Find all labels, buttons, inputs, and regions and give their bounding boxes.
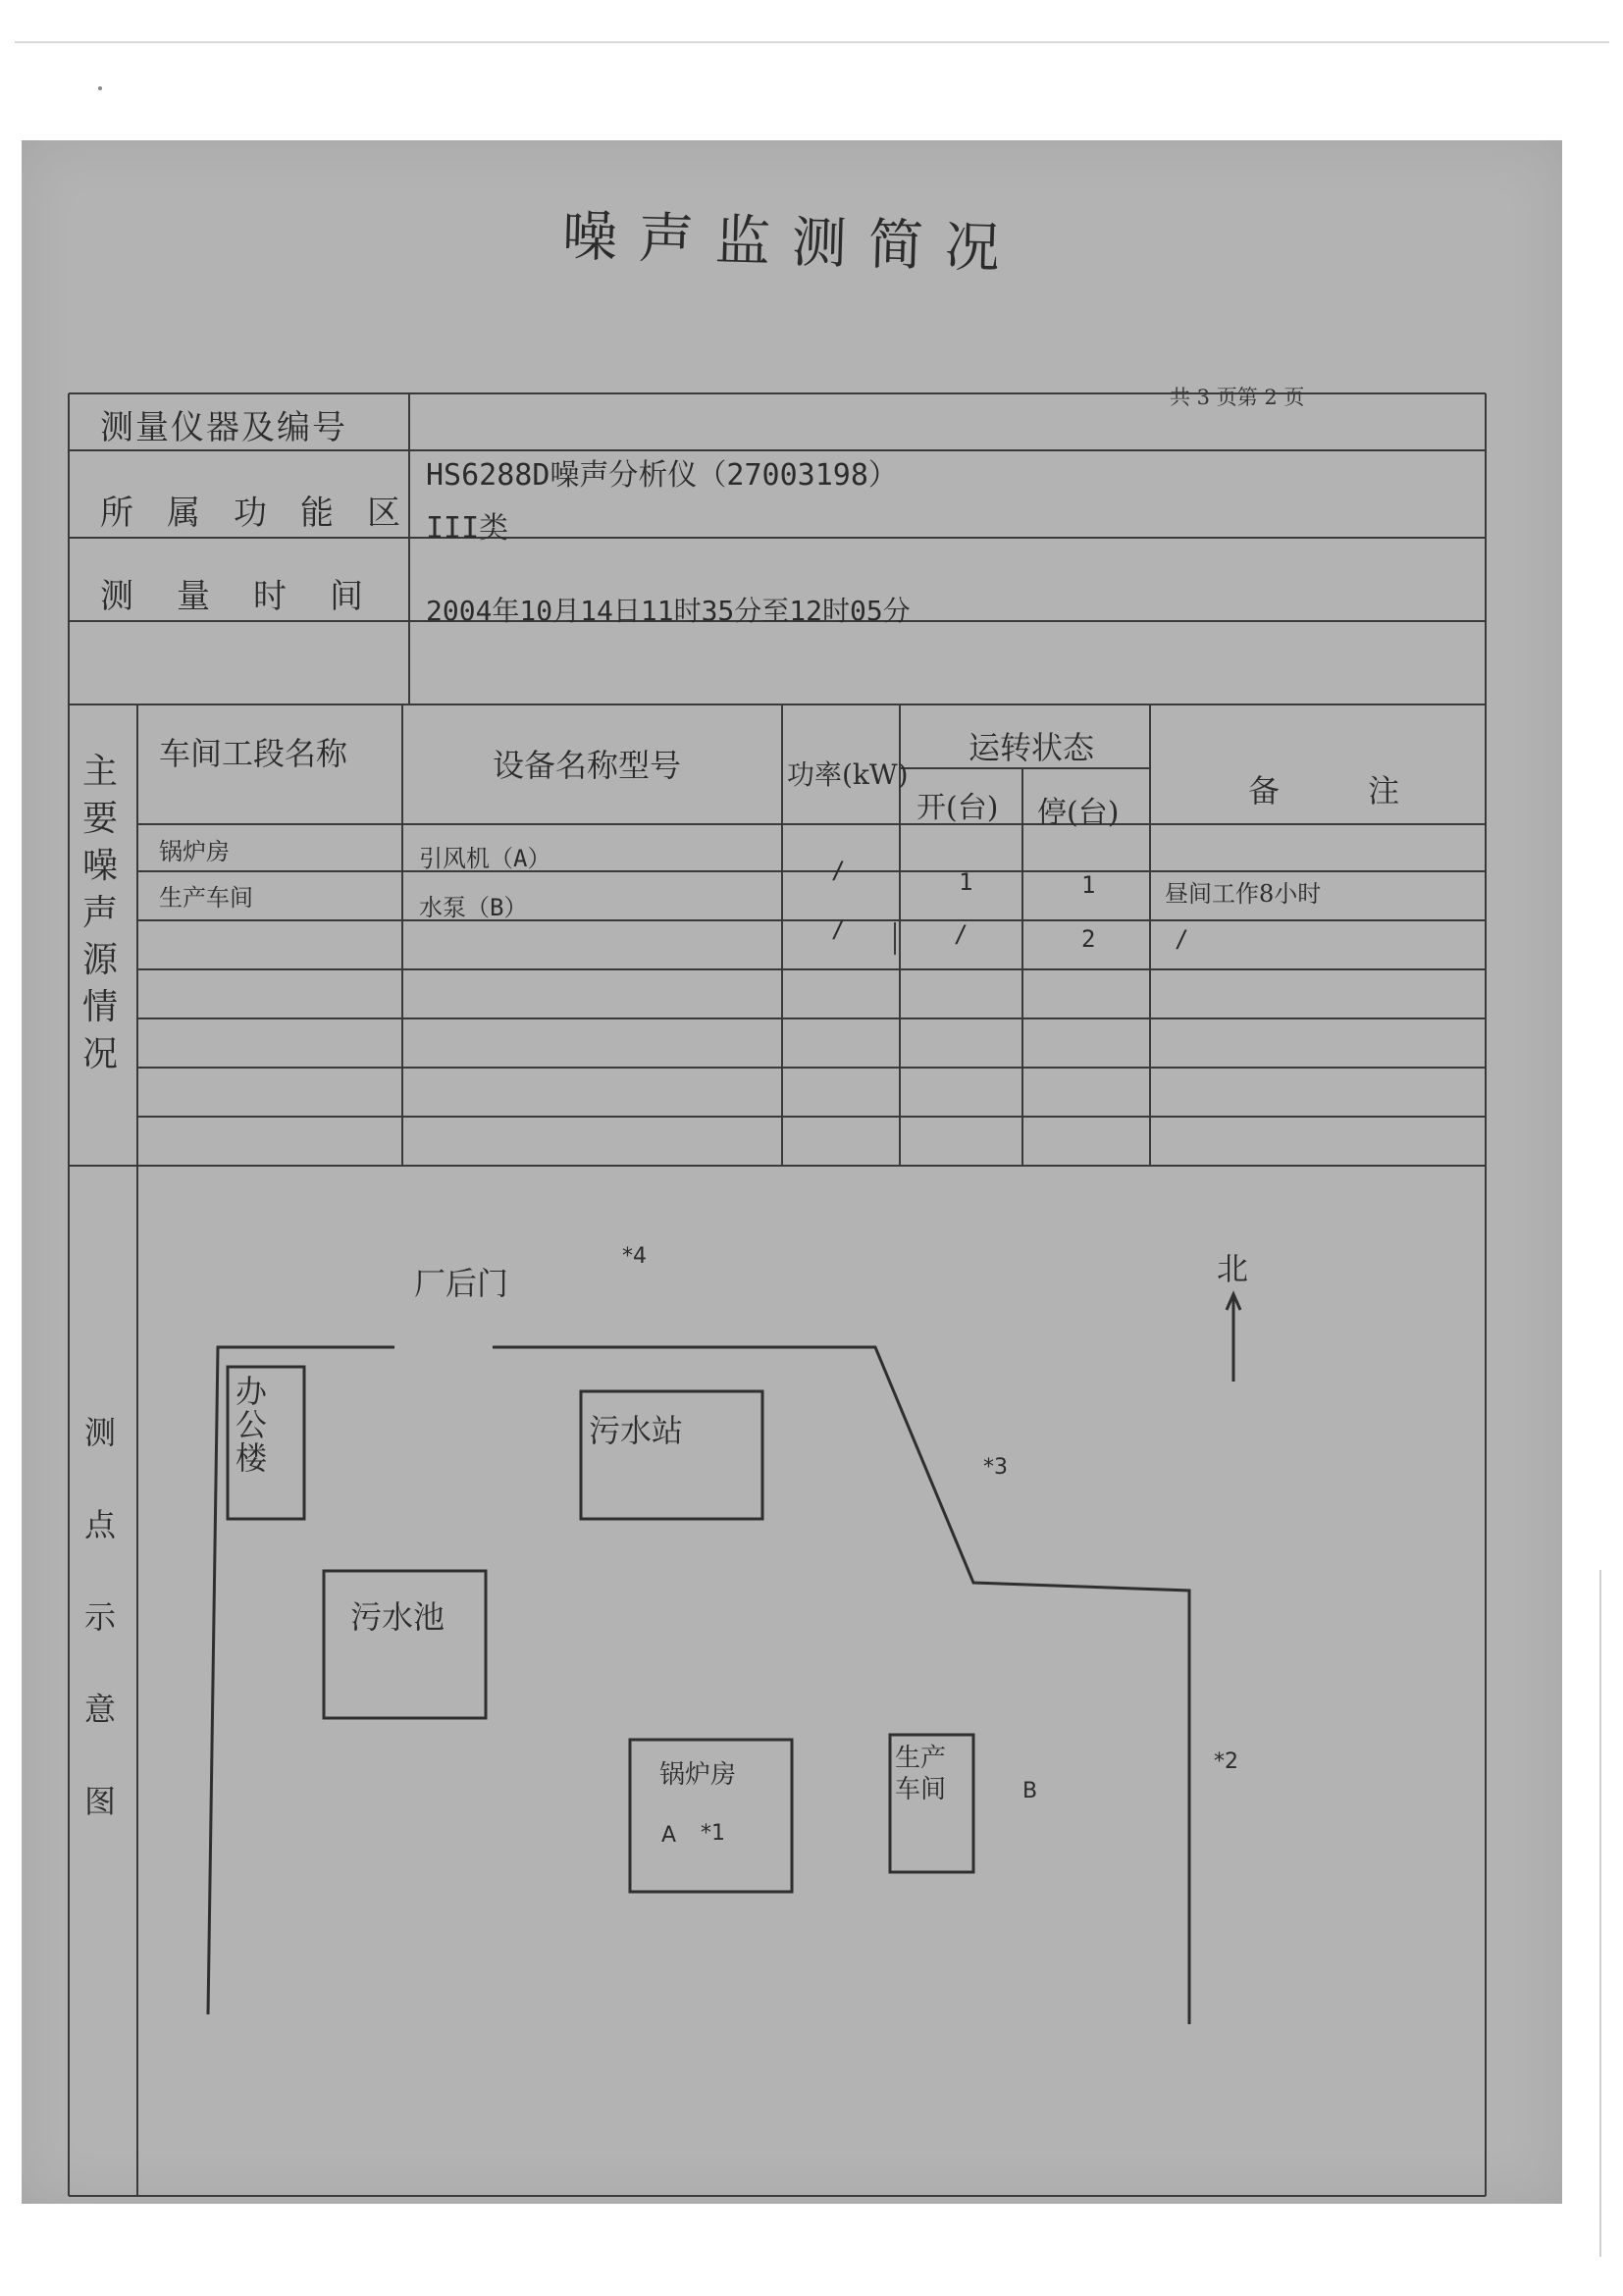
page-number: 共 3 页第 2 页 (1170, 386, 1305, 409)
row2-remarks: / (1175, 925, 1189, 953)
time-value: 2004年10月14日11时35分至12时05分 (426, 595, 911, 627)
time-label: 测量时间 (100, 577, 406, 616)
north-label: 北 (1217, 1251, 1249, 1286)
diagram-section-label: 测点示意图 (83, 1414, 116, 1820)
row2-running: / (954, 920, 969, 948)
row1-power: / (831, 857, 846, 884)
instrument-value: HS6288D噪声分析仪（27003198） (426, 458, 898, 493)
header-workshop: 车间工段名称 (159, 735, 348, 772)
header-equipment: 设备名称型号 (493, 747, 682, 784)
page-title: 噪声监测简况 (561, 204, 1022, 282)
header-running: 开(台) (916, 791, 999, 825)
measure-point-4: *4 (622, 1244, 647, 1269)
measure-point-2: *2 (1214, 1749, 1238, 1774)
row1-equipment: 引风机（A） (419, 845, 551, 872)
header-power: 功率(kW) (787, 758, 909, 791)
row1-workshop: 锅炉房 (159, 838, 230, 865)
sewage-pool-label: 污水池 (350, 1599, 445, 1635)
office-label: 办公楼 (236, 1374, 268, 1476)
zone-label: 所属功能区 (100, 494, 434, 533)
page-edge-line (15, 41, 1609, 43)
noise-source-section-label: 主要噪声源情况 (81, 752, 118, 1074)
header-status: 运转状态 (969, 729, 1095, 766)
zone-value: III类 (426, 511, 509, 546)
header-remarks: 备 注 (1248, 772, 1440, 809)
row2-workshop: 生产车间 (159, 884, 253, 912)
boiler-room-label: 锅炉房 (659, 1759, 737, 1789)
row1-running: 1 (959, 868, 973, 896)
header-stopped: 停(台) (1037, 796, 1120, 830)
row2-equipment: 水泵（B） (419, 894, 528, 921)
source-b-label: B (1022, 1779, 1038, 1803)
scan-speck (98, 86, 102, 90)
gate-label: 厂后门 (414, 1266, 509, 1301)
row1-remarks: 昼间工作8小时 (1165, 880, 1322, 908)
noise-report-sheet (22, 140, 1562, 2204)
row1-stopped: 1 (1081, 871, 1096, 899)
measure-point-3: *3 (983, 1455, 1008, 1480)
row2-power: / (831, 915, 846, 943)
source-a-label: A (661, 1823, 677, 1848)
production-workshop-label: 生产车间 (895, 1743, 947, 1803)
sewage-station-label: 污水站 (589, 1413, 684, 1448)
row2-stopped: 2 (1081, 925, 1096, 953)
measure-point-1: *1 (701, 1821, 725, 1846)
scan-edge-line (1599, 1570, 1601, 2257)
instrument-label: 测量仪器及编号 (100, 408, 347, 447)
